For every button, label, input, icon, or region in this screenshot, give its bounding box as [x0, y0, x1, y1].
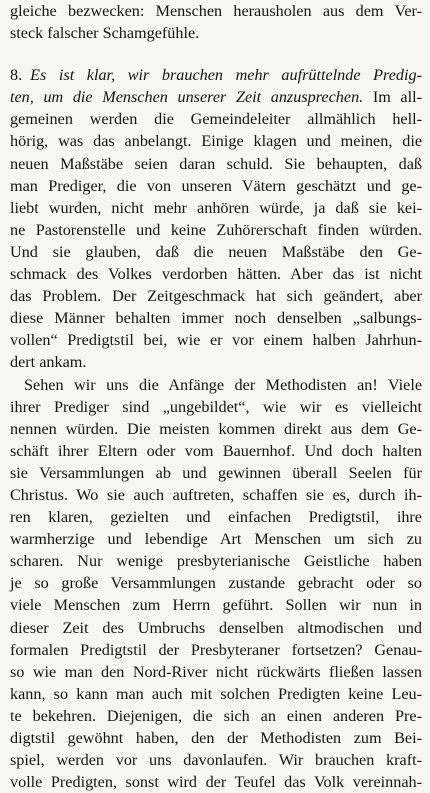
text-line: formalen Predigtstil der Presbyteraner fortsetzen? Genau- — [10, 639, 422, 661]
text-line — [10, 86, 422, 108]
text-line: kann, so kann man auch mit solchen Predigten keine Leu- — [10, 683, 422, 705]
text-line: steck falscher Schamgefühle. — [10, 22, 422, 44]
text-line: warmherzige und lebendige Art Menschen um sich zu — [10, 528, 422, 550]
text-line: viele Menschen zum Herrn geführt. Sollen wir nun in — [10, 594, 422, 616]
text-line: volle Predigten, sonst wird der Teufel das Volk vereinnah- — [10, 771, 422, 793]
text-line: digtstil gewöhnt haben, den der Methodisten zum Bei- — [10, 727, 422, 749]
text-line: je so große Versammlungen zustande gebracht oder so — [10, 572, 422, 594]
paragraph-methodists — [10, 374, 422, 793]
text-line: scharen. Nur wenige presbyterianische Geistliche haben — [10, 550, 422, 572]
text-line: ne Pastorenstelle und keine Zuhörerschaft finden würden. — [10, 219, 422, 241]
text-line: dieser Zeit des Umbruchs denselben altmodischen und — [10, 617, 422, 639]
paragraph-spacer — [10, 44, 422, 64]
italic-emphasis: Es ist klar, wir brauchen mehr aufrüttelnde Predig- — [30, 66, 422, 84]
italic-emphasis: ten, um die Menschen unserer Zeit anzusprechen. — [10, 88, 363, 106]
text-line: dert ankam. — [10, 351, 422, 373]
text-line: hörig, was das anbelangt. Einige klagen und meinen, die — [10, 130, 422, 152]
text-line: nennen würden. Die meisten kommen direkt aus dem Ge- — [10, 418, 422, 440]
text-line: Sehen wir uns die Anfänge der Methodisten an! Viele — [10, 374, 422, 396]
paragraph-number: 8. — [10, 66, 22, 84]
text-line: sie Versammlungen ab und gewinnen überall Seelen für — [10, 462, 422, 484]
text-line: vollen“ Predigtstil bei, wie er vor einem halben Jahrhun- — [10, 329, 422, 351]
text-line: schmack des Volkes verdorben hätten. Aber das ist nicht — [10, 263, 422, 285]
text-line: Christus. Wo sie auch auftreten, schaffen sie es, durch ih- — [10, 484, 422, 506]
text-fragment: Im all- — [363, 88, 422, 106]
text-line: ren klaren, gezielten und einfachen Predigtstil, ihre — [10, 506, 422, 528]
book-page — [10, 0, 422, 793]
text-line: schäft ihrer Eltern oder vom Bauernhof. Und doch halten — [10, 440, 422, 462]
text-line: te bekehren. Diejenigen, die sich an einen anderen Pre- — [10, 705, 422, 727]
text-line: diese Männer behalten immer noch denselben „salbungs- — [10, 307, 422, 329]
paragraph-intro — [10, 0, 422, 44]
text-line: das Problem. Der Zeitgeschmack hat sich geändert, aber — [10, 285, 422, 307]
text-line: gleiche bezwecken: Menschen herausholen aus dem Ver- — [10, 0, 422, 22]
paragraph-8 — [10, 64, 422, 373]
text-line: neuen Maßstäbe seien daran schuld. Sie behaupten, daß — [10, 153, 422, 175]
text-line: ihrer Prediger sind „ungebildet“, wie wir es vielleicht — [10, 396, 422, 418]
text-line: so wie man den Nord-River nicht rückwärts fließen lassen — [10, 661, 422, 683]
text-line: man Prediger, die von unseren Vätern geschätzt und ge- — [10, 175, 422, 197]
text-line: liebt wurden, nicht mehr anhören würde, ja daß sie kei- — [10, 197, 422, 219]
text-line: spiel, werden vor uns davonlaufen. Wir brauchen kraft- — [10, 749, 422, 771]
text-line: Und sie glauben, daß die neuen Maßstäbe den Ge- — [10, 241, 422, 263]
text-line: gemeinen werden die Gemeindeleiter allmählich hell- — [10, 108, 422, 130]
text-line — [10, 64, 422, 86]
